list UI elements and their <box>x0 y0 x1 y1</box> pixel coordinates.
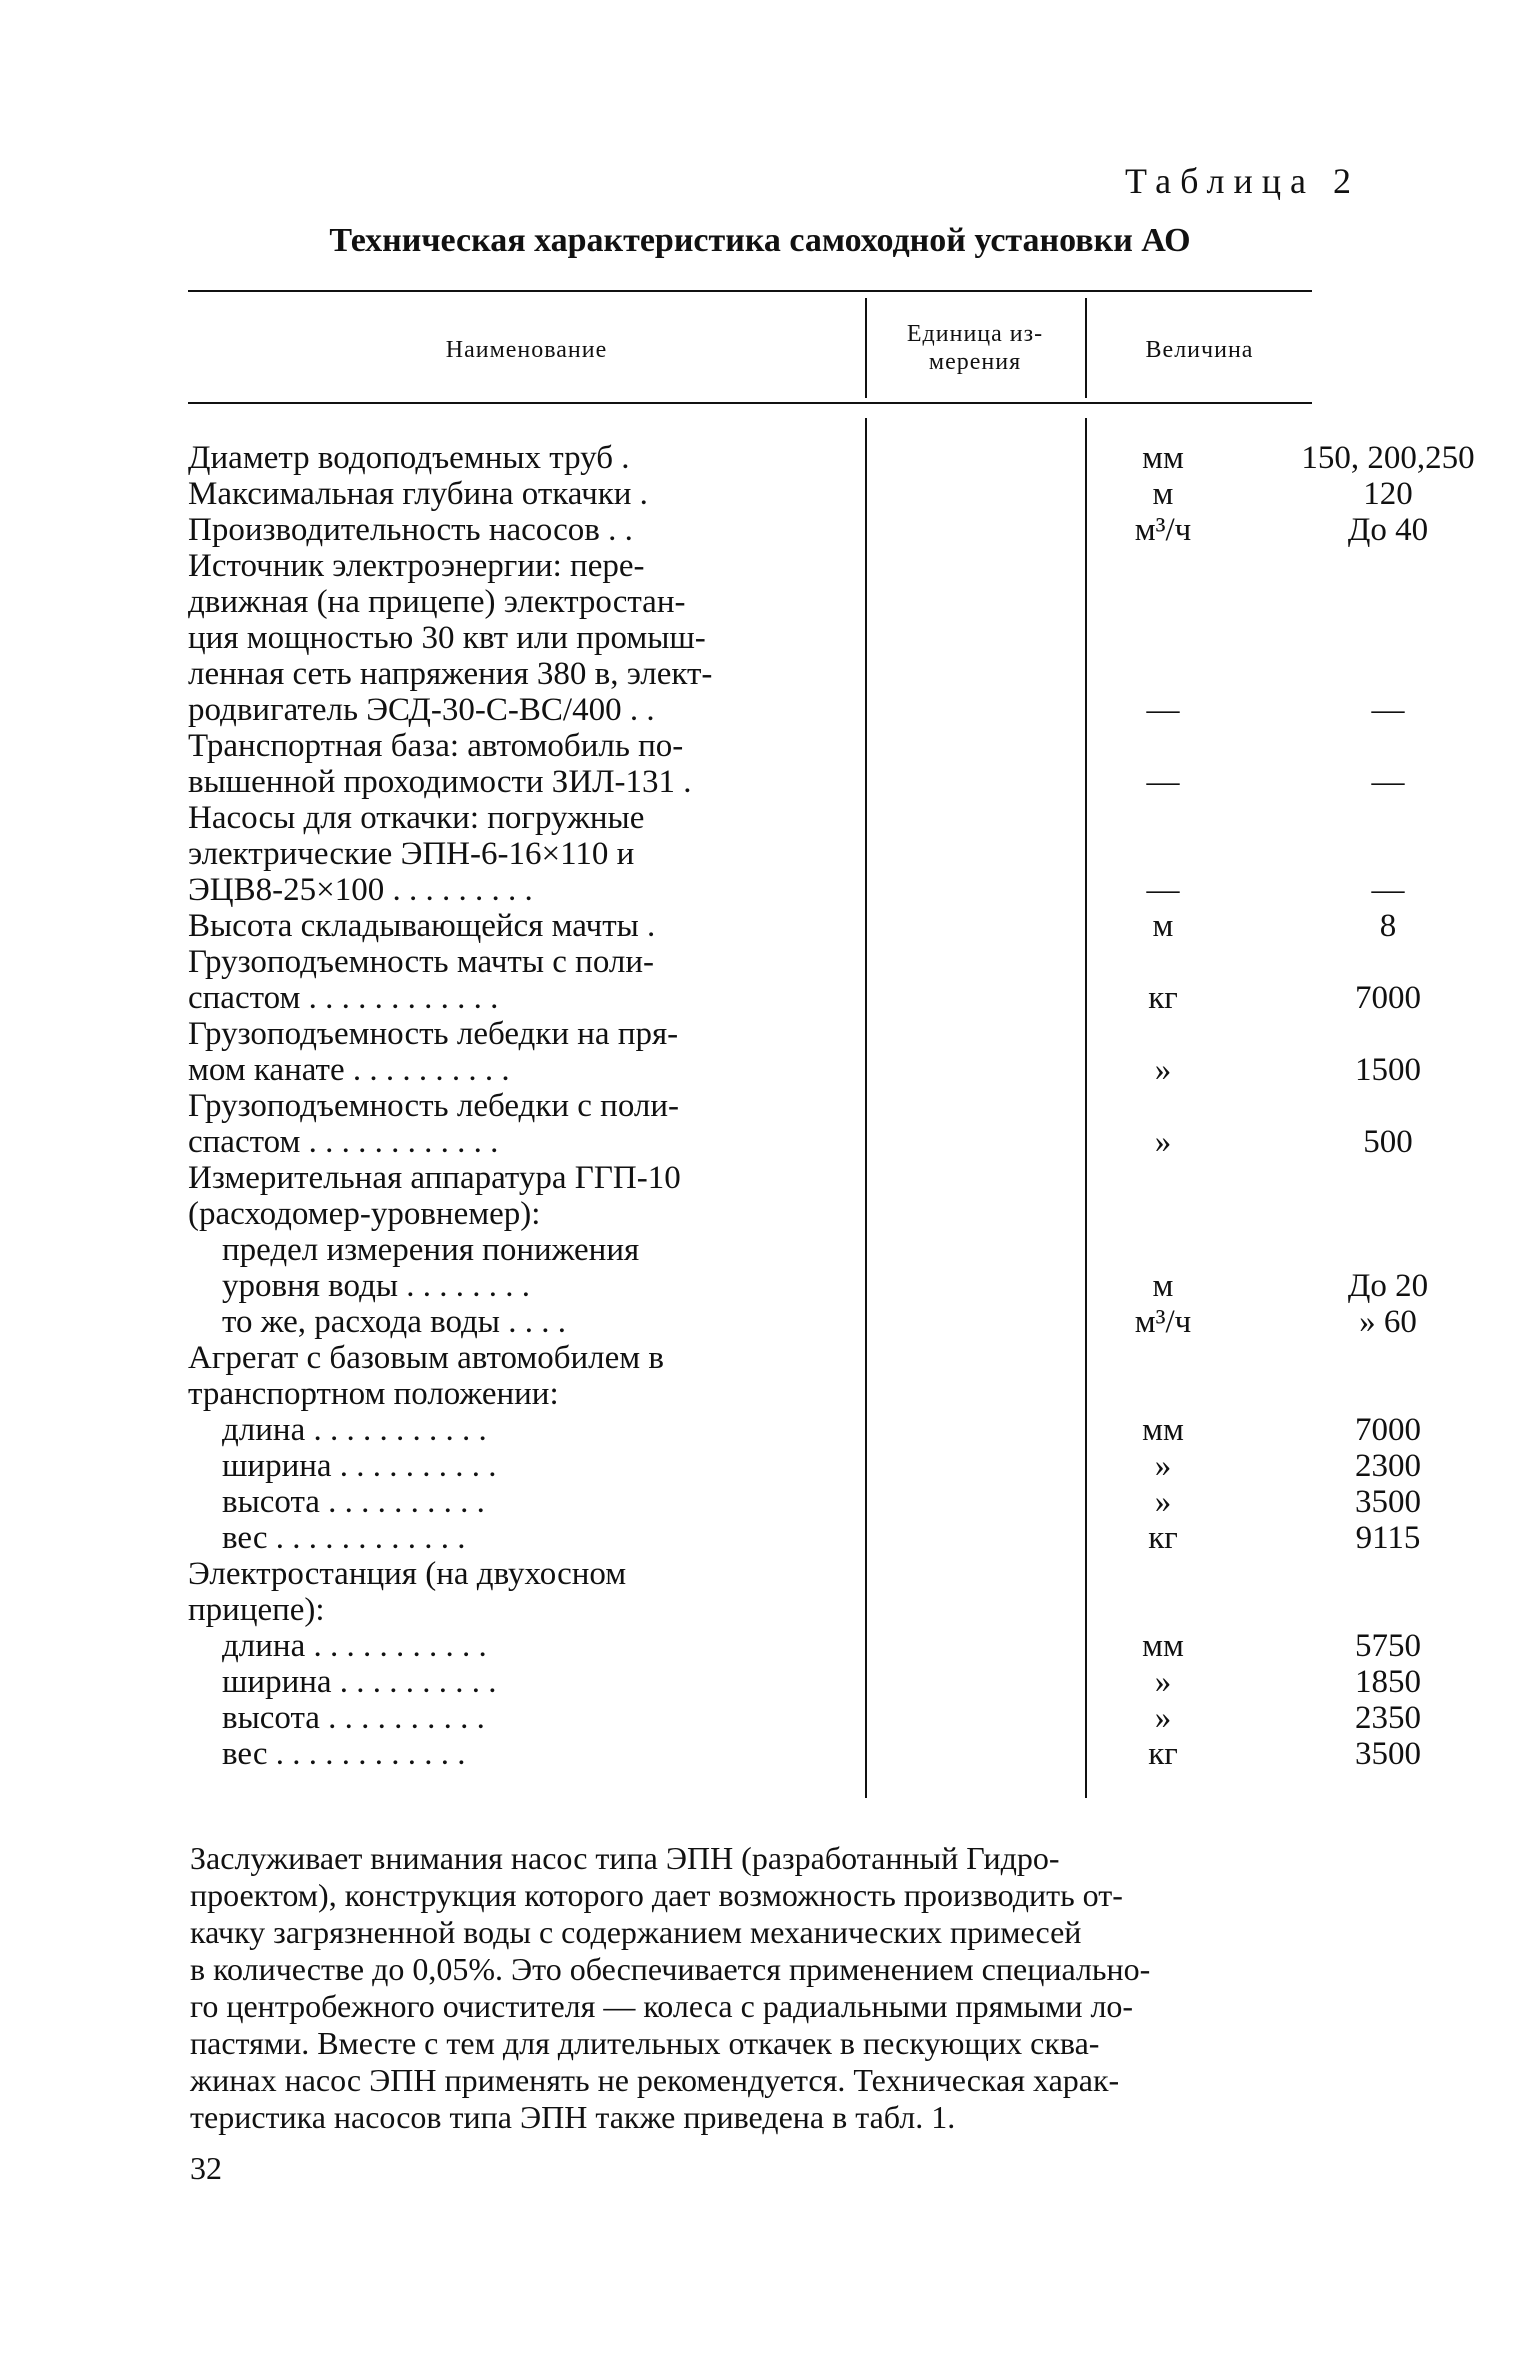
row-name <box>222 1232 828 1304</box>
row-name-line: Грузоподъемность лебедки с поли- <box>188 1088 680 1124</box>
row-unit: — <box>1146 872 1180 908</box>
header-unit-line2: мерения <box>928 349 1022 375</box>
row-value: 2350 <box>1355 1700 1421 1736</box>
row-value: 5750 <box>1355 1628 1421 1664</box>
paragraph-line: Заслуживает внимания насос типа ЭПН (разработанный Гидро- <box>190 1840 1060 1876</box>
row-name <box>188 944 828 1016</box>
row-name <box>222 1700 828 1736</box>
row-name-line: высота . . . . . . . . . . <box>222 1484 485 1520</box>
row-name-line: ция мощностью 30 квт или промыш- <box>188 620 706 656</box>
row-name-line: уровня воды . . . . . . . . <box>222 1268 531 1304</box>
row-name <box>188 800 828 908</box>
header-value: Величина <box>1145 337 1254 363</box>
row-value: 150, 200,250 <box>1301 440 1475 476</box>
header-unit-line1: Единица из- <box>906 321 1044 347</box>
row-value: » 60 <box>1359 1304 1417 1340</box>
row-name-line: Источник электроэнергии: пере- <box>188 548 645 584</box>
row-name <box>222 1628 828 1664</box>
row-name-line: Диаметр водоподъемных труб . <box>188 440 630 476</box>
row-name-line: ширина . . . . . . . . . . <box>222 1448 497 1484</box>
row-name-line: предел измерения понижения <box>222 1232 640 1268</box>
row-name-line: Транспортная база: автомобиль по- <box>188 728 684 764</box>
row-value: 120 <box>1363 476 1413 512</box>
row-name-line: Грузоподъемность мачты с поли- <box>188 944 655 980</box>
row-name-line: Насосы для откачки: погружные <box>188 800 645 836</box>
paragraph-line: проектом), конструкция которого дает возможность производить от- <box>190 1877 1123 1913</box>
row-unit: — <box>1146 764 1180 800</box>
row-unit: м³/ч <box>1134 1304 1192 1340</box>
row-name <box>188 512 828 548</box>
row-name-line: длина . . . . . . . . . . . <box>222 1628 487 1664</box>
row-unit: мм <box>1142 1412 1184 1448</box>
table-title: Техническая характеристика самоходной установки АО <box>329 222 1191 259</box>
row-name <box>188 1160 828 1232</box>
table-label: Таблица 2 <box>1125 161 1360 201</box>
row-name <box>188 1016 828 1088</box>
row-name-line: прицепе): <box>188 1592 325 1628</box>
row-name-line: вес . . . . . . . . . . . . <box>222 1736 466 1772</box>
row-name <box>222 1736 828 1772</box>
row-name-line: Грузоподъемность лебедки на пря- <box>188 1016 679 1052</box>
row-unit: » <box>1154 1124 1172 1160</box>
row-value: До 20 <box>1347 1268 1429 1304</box>
row-unit: м <box>1152 908 1174 944</box>
row-unit: » <box>1154 1484 1172 1520</box>
row-name <box>188 1088 828 1160</box>
row-unit: мм <box>1142 440 1184 476</box>
page-number: 32 <box>190 2150 222 2186</box>
row-name <box>188 440 828 476</box>
paragraph-line: качку загрязненной воды с содержанием механических примесей <box>190 1914 1082 1950</box>
row-name-line: мом канате . . . . . . . . . . <box>188 1052 510 1088</box>
body-paragraph <box>190 1840 1330 2136</box>
row-unit: м <box>1152 476 1174 512</box>
row-name-line: ленная сеть напряжения 380 в, элект- <box>188 656 713 692</box>
row-name <box>188 1556 828 1628</box>
row-value: 1850 <box>1355 1664 1421 1700</box>
row-name <box>222 1412 828 1448</box>
row-value: 3500 <box>1355 1736 1421 1772</box>
row-value: 3500 <box>1355 1484 1421 1520</box>
row-name <box>222 1664 828 1700</box>
row-unit: — <box>1146 692 1180 728</box>
row-name <box>188 1340 828 1412</box>
row-name-line: вес . . . . . . . . . . . . <box>222 1520 466 1556</box>
header-name: Наименование <box>445 337 608 363</box>
row-name-line: высота . . . . . . . . . . <box>222 1700 485 1736</box>
row-name-line: движная (на прицепе) электростан- <box>188 584 686 620</box>
row-name-line: Электростанция (на двухосном <box>188 1556 627 1592</box>
paragraph-line: пастями. Вместе с тем для длительных откачек в пескующих сква- <box>190 2025 1100 2061</box>
row-name <box>188 908 828 944</box>
row-value: 500 <box>1363 1124 1413 1160</box>
row-value: — <box>1371 764 1405 800</box>
paragraph-line: го центробежного очистителя — колеса с радиальными прямыми ло- <box>190 1988 1134 2024</box>
row-name-line: Максимальная глубина откачки . <box>188 476 648 512</box>
row-name-line: то же, расхода воды . . . . <box>222 1304 566 1340</box>
body-divider-2 <box>1085 418 1087 1798</box>
row-name <box>222 1304 828 1340</box>
row-name-line: Агрегат с базовым автомобилем в <box>188 1340 665 1376</box>
row-name <box>222 1448 828 1484</box>
row-unit: кг <box>1148 1520 1178 1556</box>
row-name <box>188 548 828 728</box>
row-unit: » <box>1154 1052 1172 1088</box>
row-unit: м³/ч <box>1134 512 1192 548</box>
row-name-line: ЭЦВ8-25×100 . . . . . . . . . <box>188 872 533 908</box>
paragraph-line: жинах насос ЭПН применять не рекомендуется. Техническая харак- <box>190 2062 1120 2098</box>
row-value: — <box>1371 872 1405 908</box>
row-value: 2300 <box>1355 1448 1421 1484</box>
row-value: 8 <box>1379 908 1397 944</box>
row-name-line: (расходомер-уровнемер): <box>188 1196 541 1232</box>
row-value: 9115 <box>1355 1520 1421 1556</box>
row-name <box>222 1484 828 1520</box>
row-value: 1500 <box>1355 1052 1421 1088</box>
row-unit: » <box>1154 1448 1172 1484</box>
row-name <box>222 1520 828 1556</box>
row-name-line: спастом . . . . . . . . . . . . <box>188 1124 499 1160</box>
paragraph-line: теристика насосов типа ЭПН также приведена в табл. 1. <box>190 2099 956 2135</box>
row-value: 7000 <box>1355 1412 1421 1448</box>
paragraph-line: в количестве до 0,05%. Это обеспечивается применением специально- <box>190 1951 1151 1987</box>
row-name-line: Измерительная аппаратура ГГП-10 <box>188 1160 681 1196</box>
row-unit: кг <box>1148 980 1178 1016</box>
row-name <box>188 476 828 512</box>
body-divider-1 <box>865 418 867 1798</box>
row-name-line: электрические ЭПН-6-16×110 и <box>188 836 635 872</box>
table-header-rule <box>188 402 1312 404</box>
row-unit: кг <box>1148 1736 1178 1772</box>
row-unit: » <box>1154 1664 1172 1700</box>
row-name-line: ширина . . . . . . . . . . <box>222 1664 497 1700</box>
row-name-line: родвигатель ЭСД-30-С-ВС/400 . . <box>188 692 655 728</box>
row-name-line: длина . . . . . . . . . . . <box>222 1412 487 1448</box>
header-unit <box>865 320 1085 376</box>
row-name-line: спастом . . . . . . . . . . . . <box>188 980 499 1016</box>
row-name-line: Производительность насосов . . <box>188 512 633 548</box>
row-name-line: Высота складывающейся мачты . <box>188 908 656 944</box>
row-name-line: вышенной проходимости ЗИЛ-131 . <box>188 764 692 800</box>
row-name <box>188 728 828 800</box>
row-value: 7000 <box>1355 980 1421 1016</box>
row-value: — <box>1371 692 1405 728</box>
row-unit: м <box>1152 1268 1174 1304</box>
row-unit: » <box>1154 1700 1172 1736</box>
table-top-rule <box>188 290 1312 292</box>
row-value: До 40 <box>1347 512 1429 548</box>
row-name-line: транспортном положении: <box>188 1376 559 1412</box>
row-unit: мм <box>1142 1628 1184 1664</box>
